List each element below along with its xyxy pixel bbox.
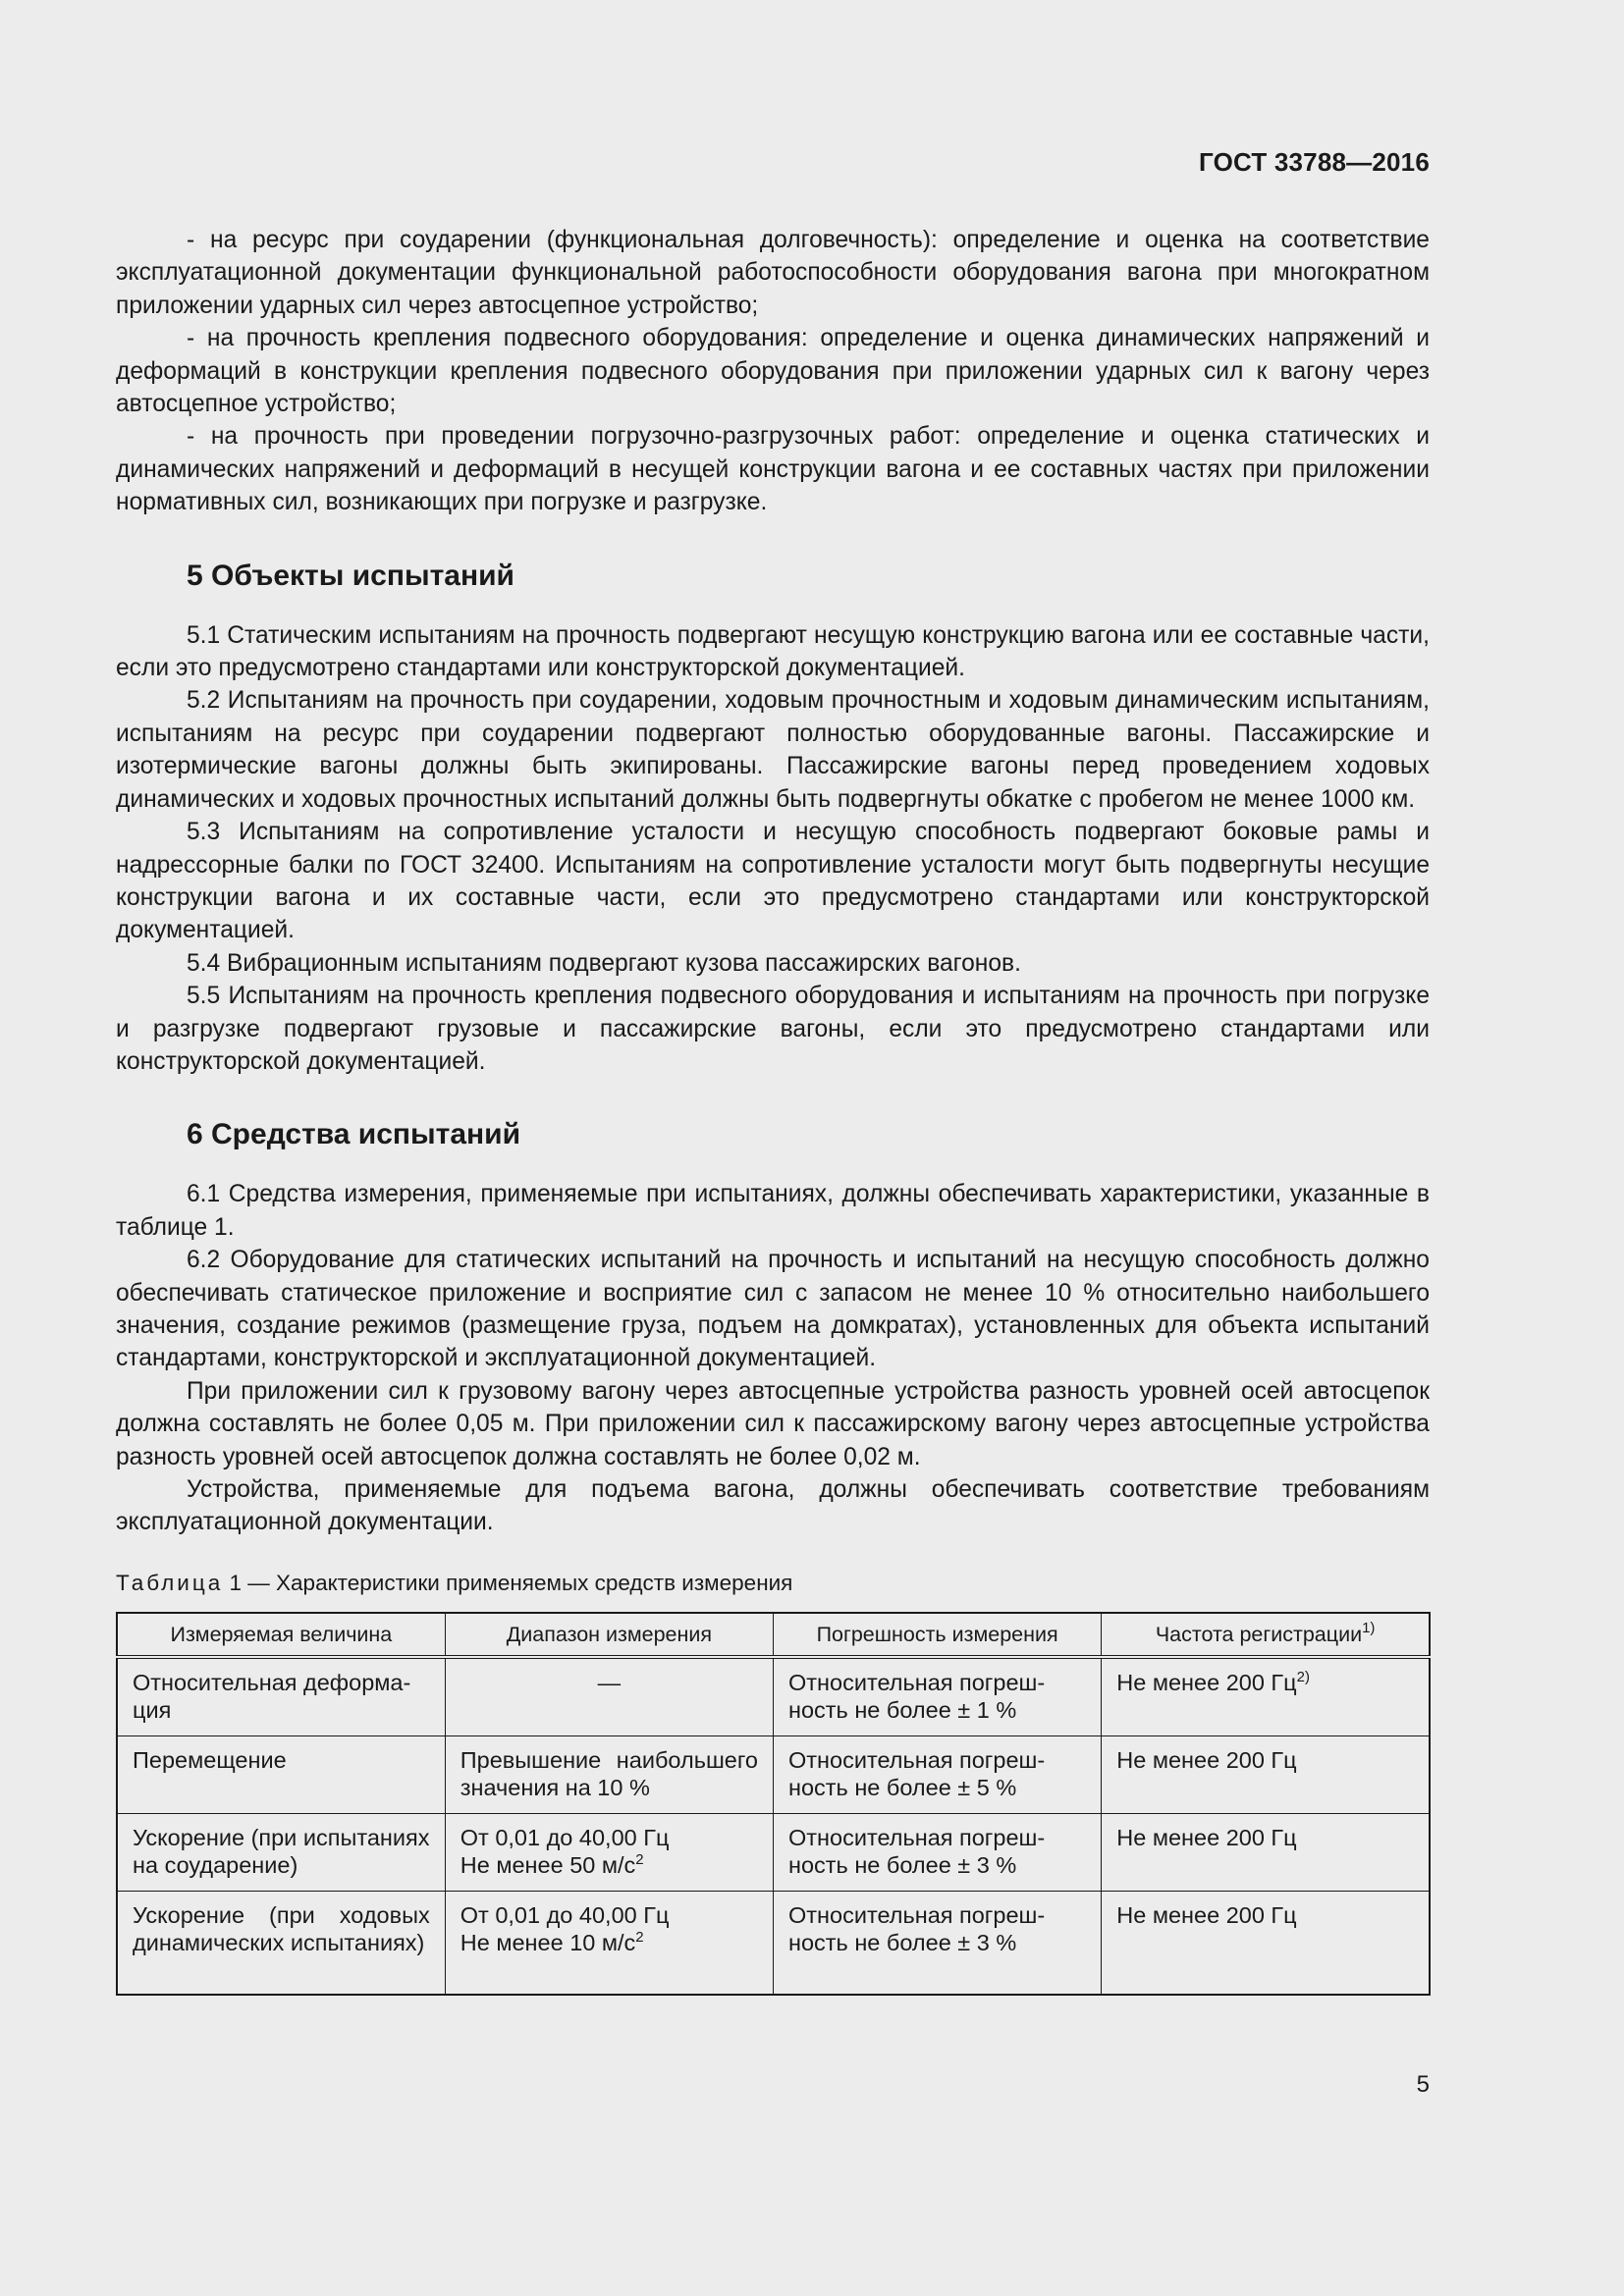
intro-item-loading: - на прочность при проведении погрузочно-разгрузочных работ: определение и оценка статических и динамических напряжений и деформаций в несущей конструкции вагона и ее составных частях при приложении нормативных сил, возникающих при погрузке и разгрузке. [116, 423, 1430, 516]
paragraph-6-1: 6.1 Средства измерения, применяемые при испытаниях, должны обеспечивать характеристики, указанные в таблице 1. [116, 1181, 1430, 1241]
paragraph-5-2: 5.2 Испытаниям на прочность при соударении, ходовым прочностным и ходовым динамическим испытаниям, испытаниям на ресурс при соударении подвергают полностью оборудованные вагоны. Пассажирские и изотермические вагоны должны быть экипированы. Пассажирские вагоны перед проведением ходовых динамических и ходовых прочностных испытаний должны быть подвергнуты обкатке с пробегом не менее 1000 км. [116, 687, 1430, 813]
document-code-header: ГОСТ 33788—2016 [1199, 147, 1430, 177]
cell-error: Относительная погрешность не более ± 3 % [774, 1813, 1102, 1891]
paragraph-6-2-lifting: Устройства, применяемые для подъема вагона, должны обеспечивать соответствие требованиям эксплуатационной документации. [116, 1476, 1430, 1536]
table-header-row [117, 1613, 1430, 1657]
cell-error: Относительная погрешность не более ± 5 % [774, 1735, 1102, 1813]
cell-range: Превышение наибольшего значения на 10 % [445, 1735, 773, 1813]
intro-item-mounting: - на прочность крепления подвесного оборудования: определение и оценка динамических напряжений и деформаций в конструкции крепления подвесного оборудования при приложении ударных сил к вагону через автосцепное устройство; [116, 325, 1430, 418]
table-caption-text: — Характеристики применяемых средств измерения [247, 1570, 793, 1595]
header-error: Погрешность измерения [774, 1613, 1102, 1657]
paragraph-5-5: 5.5 Испытаниям на прочность крепления подвесного оборудования и испытаниям на прочность при погрузке и разгрузке подвергают грузовые и пассажирские вагоны, если это предусмотрено стандартами или конструкторской документацией. [116, 983, 1430, 1075]
cell-error: Относительная погрешность не более ± 1 % [774, 1657, 1102, 1736]
header-range: Диапазон измерения [445, 1613, 773, 1657]
page-content [116, 224, 1430, 1996]
cell-error: Относительная погрешность не более ± 3 % [774, 1891, 1102, 1995]
paragraph-5-3: 5.3 Испытаниям на сопротивление усталости и несущую способность подвергают боковые рамы и надрессорные балки по ГОСТ 32400. Испытаниям на сопротивление усталости могут быть подвергнуты несущие конструкции вагона и их составные части, если это предусмотрено стандартами или конструкторской документацией. [116, 819, 1430, 944]
cell-range-acceleration-text: Не менее 10 м/с [460, 1929, 636, 1955]
paragraph-6-2-coupler: При приложении сил к грузовому вагону через автосцепные устройства разность уровней осей автосцепок должна составлять не более 0,05 м. При приложении сил к пассажирскому вагону через автосцепные устройства разность уровней осей автосцепок должна составлять не более 0,02 м. [116, 1377, 1430, 1470]
header-footnote-marker: 1) [1362, 1619, 1376, 1636]
cell-range-acceleration [460, 1851, 758, 1879]
cell-range-frequency: От 0,01 до 40,00 Гц [460, 1824, 670, 1850]
table-row [117, 1735, 1430, 1813]
section-6-heading: 6 Средства испытаний [187, 1118, 521, 1151]
intro-item-resource: - на ресурс при соударении (функциональная долговечность): определение и оценка на соответствие эксплуатационной документации функциональной работоспособности оборудования вагона при многократном приложении ударных сил через автосцепное устройство; [116, 227, 1430, 319]
header-frequency [1102, 1613, 1430, 1657]
cell-quantity: Перемещение [117, 1735, 445, 1813]
cell-quantity: Ускорение (при испытаниях на соударение) [117, 1813, 445, 1891]
header-quantity: Измеряемая величина [117, 1613, 445, 1657]
cell-frequency [1102, 1657, 1430, 1736]
table-row [117, 1891, 1430, 1995]
cell-range: — [445, 1657, 773, 1736]
cell-range-acceleration [460, 1929, 758, 1956]
cell-frequency: Не менее 200 Гц [1102, 1735, 1430, 1813]
cell-quantity: Относительная деформация [117, 1657, 445, 1736]
unit-exponent: 2 [635, 1850, 644, 1868]
measurement-table [116, 1612, 1431, 1996]
cell-frequency-text: Не менее 200 Гц [1116, 1669, 1297, 1695]
cell-footnote-marker: 2) [1296, 1668, 1310, 1685]
section-5-heading: 5 Объекты испытаний [187, 559, 514, 592]
table-caption [116, 1569, 1430, 1598]
header-frequency-label: Частота регистрации [1155, 1622, 1363, 1646]
cell-frequency: Не менее 200 Гц [1102, 1813, 1430, 1891]
paragraph-6-2: 6.2 Оборудование для статических испытаний на прочность и испытаний на несущую способность должно обеспечивать статическое приложение и восприятие сил с запасом не менее 10 % относительно наибольшего значения, создание режимов (размещение груза, подъем на домкратах), установленных для объекта испытаний стандартами, конструкторской и эксплуатационной документацией. [116, 1247, 1430, 1372]
paragraph-5-1: 5.1 Статическим испытаниям на прочность подвергают несущую конструкцию вагона или ее составные части, если это предусмотрено стандартами или конструкторской документацией. [116, 621, 1430, 682]
cell-range [445, 1891, 773, 1995]
unit-exponent: 2 [635, 1928, 644, 1946]
cell-frequency: Не менее 200 Гц [1102, 1891, 1430, 1995]
paragraph-5-4: 5.4 Вибрационным испытаниям подвергают кузова пассажирских вагонов. [187, 949, 1021, 977]
cell-range [445, 1813, 773, 1891]
page-number: 5 [1416, 2071, 1430, 2098]
table-caption-label: Таблица [116, 1570, 224, 1595]
table-row [117, 1813, 1430, 1891]
table-caption-number: 1 [229, 1570, 243, 1595]
cell-quantity: Ускорение (при ходовых динамических испытаниях) [117, 1891, 445, 1995]
cell-range-acceleration-text: Не менее 50 м/с [460, 1851, 636, 1878]
cell-range-frequency: От 0,01 до 40,00 Гц [460, 1901, 670, 1928]
table-row [117, 1657, 1430, 1736]
